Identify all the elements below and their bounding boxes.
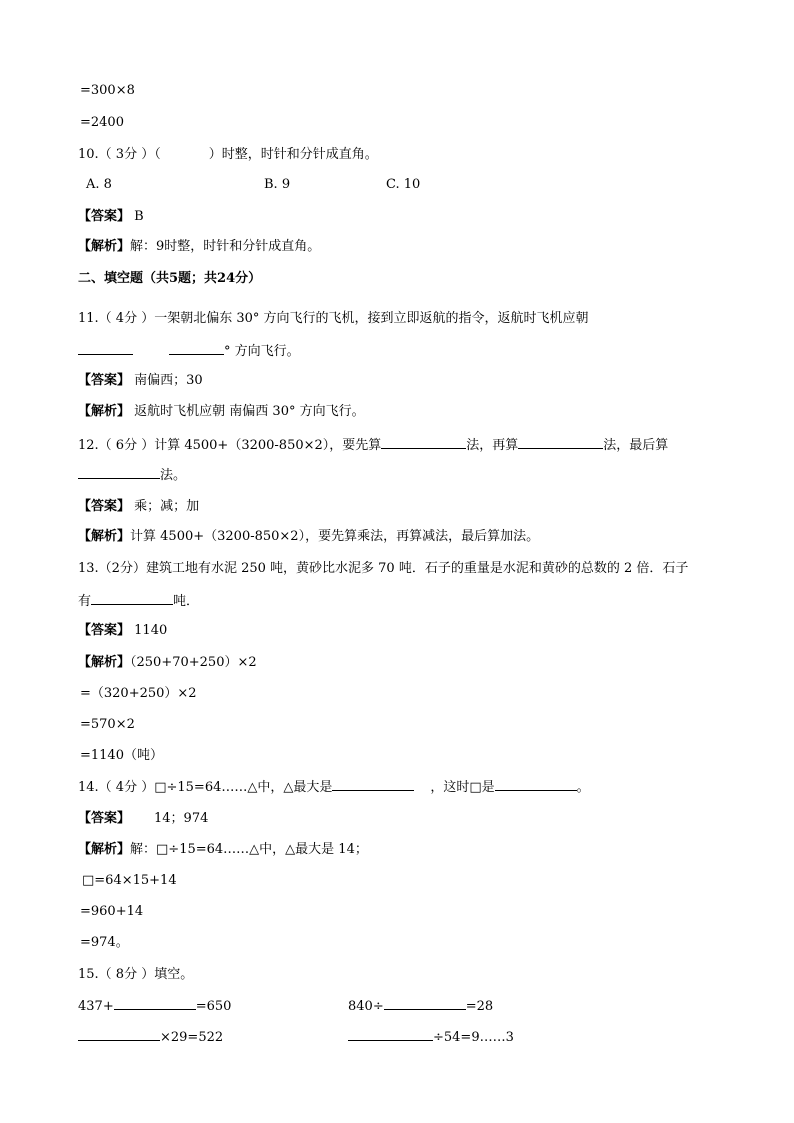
question-12 xyxy=(78,436,668,455)
calc-line: =1140（吨） xyxy=(80,748,163,763)
equation-text: =650 xyxy=(195,999,232,1014)
answer-blank[interactable] xyxy=(78,342,133,355)
answer-blank[interactable] xyxy=(495,778,577,791)
answer-blank[interactable] xyxy=(348,1028,433,1041)
equation-2 xyxy=(348,997,493,1016)
question-text: 吨． xyxy=(173,594,200,609)
answer-blank[interactable] xyxy=(91,592,173,605)
question-14 xyxy=(78,778,590,797)
question-text: 14.（ 4分 ）□÷15=64……△中，△最大是 xyxy=(78,780,333,795)
question-text: 法，最后算 xyxy=(603,438,669,453)
question-text: ，这时□是 xyxy=(430,780,495,795)
equation-text: =28 xyxy=(465,999,494,1014)
answer-label: 【答案】 xyxy=(78,373,131,388)
explanation-label: 【解析】 xyxy=(78,842,131,857)
equation-text: 437+ xyxy=(78,999,114,1014)
calc-line: =300×8 xyxy=(80,83,135,98)
calc-line: =960+14 xyxy=(80,904,144,919)
explanation-line xyxy=(78,841,368,859)
question-10 xyxy=(78,146,378,164)
question-text: ° 方向飞行。 xyxy=(224,344,300,359)
explanation-line xyxy=(78,654,257,672)
answer-line xyxy=(78,208,144,226)
answer-label: 【答案】 xyxy=(78,499,131,514)
equation-text: ×29=522 xyxy=(160,1030,224,1045)
calc-line: =974。 xyxy=(80,935,129,950)
answer-label: 【答案】 xyxy=(78,623,131,638)
explanation-text: 返航时飞机应朝 南偏西 30° 方向飞行。 xyxy=(134,404,365,419)
section-heading: 二、填空题（共5题；共24分） xyxy=(78,271,262,286)
answer-blank[interactable] xyxy=(381,436,466,449)
answer-blank[interactable] xyxy=(518,436,603,449)
question-12-cont xyxy=(78,466,186,485)
answer-line xyxy=(78,622,167,640)
explanation-text: 解：□÷15=64……△中，△最大是 14； xyxy=(130,842,368,857)
equation-4 xyxy=(348,1028,514,1047)
question-13: 13.（2分）建筑工地有水泥 250 吨，黄砂比水泥多 70 吨．石子的重量是水泥和黄砂的总数的 2 倍．石子 xyxy=(78,561,689,576)
explanation-line xyxy=(78,528,539,546)
answer-blank[interactable] xyxy=(114,997,196,1010)
explanation-text: 解：9时整，时针和分针成直角。 xyxy=(130,239,321,254)
answer-label: 【答案】 xyxy=(78,209,131,224)
option-b: B. 9 xyxy=(264,177,291,192)
answer-blank[interactable] xyxy=(384,997,466,1010)
question-text: 10.（ 3分 ）（ xyxy=(78,147,161,162)
calc-line: =570×2 xyxy=(80,717,135,732)
explanation-label: 【解析】 xyxy=(78,404,131,419)
answer-line xyxy=(78,372,203,390)
equation-text: ÷54=9……3 xyxy=(433,1030,514,1045)
explanation-label: 【解析】 xyxy=(78,239,131,254)
answer-blank[interactable] xyxy=(332,778,414,791)
explanation-line xyxy=(78,403,365,421)
question-text: ）时整，时针和分针成直角。 xyxy=(208,147,378,162)
question-text: 法，再算 xyxy=(466,438,519,453)
calc-line: □=64×15+14 xyxy=(82,873,177,888)
question-text: 12.（ 6分 ）计算 4500+（3200-850×2），要先算 xyxy=(78,438,382,453)
question-11-blanks xyxy=(78,342,300,361)
answer-blank[interactable] xyxy=(169,342,224,355)
answer-value: 乘；减；加 xyxy=(134,499,200,514)
answer-blank[interactable] xyxy=(78,466,160,479)
answer-value: B xyxy=(134,209,144,224)
answer-line xyxy=(78,810,208,828)
question-text: 。 xyxy=(576,780,590,795)
explanation-label: 【解析】 xyxy=(78,655,131,670)
explanation-line xyxy=(78,238,320,256)
explanation-label: 【解析】 xyxy=(78,529,131,544)
equation-3 xyxy=(78,1028,223,1047)
answer-value: 南偏西；30 xyxy=(134,373,203,388)
calc-line: =2400 xyxy=(80,115,124,130)
question-15: 15.（ 8分 ）填空。 xyxy=(78,967,194,982)
question-13-cont xyxy=(78,592,199,611)
explanation-text: （250+70+250）×2 xyxy=(130,655,257,670)
equation-text: 840÷ xyxy=(348,999,384,1014)
explanation-text: 计算 4500+（3200-850×2），要先算乘法，再算减法，最后算加法。 xyxy=(130,529,540,544)
answer-blank[interactable] xyxy=(78,1028,160,1041)
equation-1 xyxy=(78,997,231,1016)
option-c: C. 10 xyxy=(386,177,421,192)
question-text: 有 xyxy=(78,594,92,609)
answer-label: 【答案】 xyxy=(78,811,131,826)
answer-value: 1140 xyxy=(134,623,168,638)
question-11: 11.（ 4分 ）一架朝北偏东 30° 方向飞行的飞机，接到立即返航的指令，返航时飞机应朝 xyxy=(78,311,589,326)
answer-value: 14；974 xyxy=(154,811,209,826)
calc-line: =（320+250）×2 xyxy=(80,686,197,701)
answer-line xyxy=(78,498,199,516)
question-text: 法。 xyxy=(160,468,187,483)
option-a: A. 8 xyxy=(86,177,112,192)
